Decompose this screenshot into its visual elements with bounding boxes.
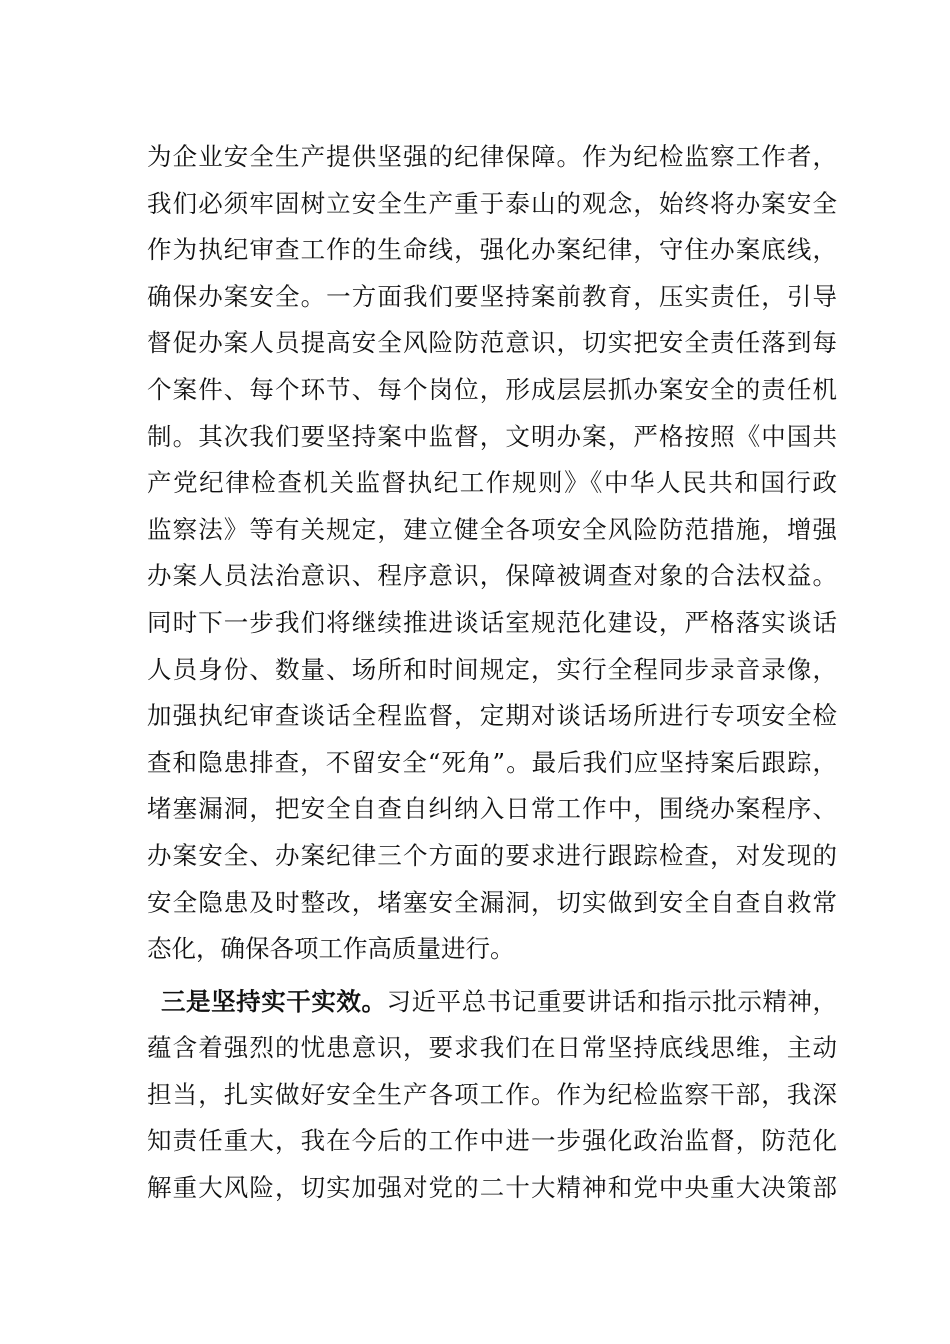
paragraph-text: 习近平总书记重要讲话和指示批示精神， — [386, 986, 838, 1016]
text-line: 堵塞漏洞，把安全自查自纠纳入日常工作中，围绕办案程序、 — [147, 794, 837, 824]
text-line: 作为执纪审查工作的生命线，强化办案纪律，守住办案底线， — [147, 235, 837, 265]
text-line: 查和隐患排查，不留安全“死角”。最后我们应坚持案后跟踪， — [147, 747, 837, 777]
text-line: 安全隐患及时整改，堵塞安全漏洞，切实做到安全自查自救常 — [147, 887, 837, 917]
text-line: 确保办案安全。一方面我们要坚持案前教育，压实责任，引导 — [147, 281, 837, 311]
paragraph-2 — [147, 979, 837, 1212]
text-line: 办案人员法治意识、程序意识，保障被调查对象的合法权益。 — [147, 561, 837, 591]
text-line: 个案件、每个环节、每个岗位，形成层层抓办案安全的责任机 — [147, 374, 837, 404]
text-line: 态化，确保各项工作高质量进行。 — [147, 934, 515, 964]
text-line: 担当，扎实做好安全生产各项工作。作为纪检监察干部，我深 — [147, 1079, 837, 1109]
text-line: 蕴含着强烈的忧患意识，要求我们在日常坚持底线思维，主动 — [147, 1033, 837, 1063]
text-line: 知责任重大，我在今后的工作中进一步强化政治监督，防范化 — [147, 1126, 837, 1156]
text-line-first — [147, 979, 837, 1026]
text-line: 解重大风险，切实加强对党的二十大精神和党中央重大决策部 — [147, 1173, 837, 1203]
paragraph-1 — [147, 134, 837, 973]
text-line: 为企业安全生产提供坚强的纪律保障。作为纪检监察工作者， — [147, 142, 837, 171]
text-line: 产党纪律检查机关监督执纪工作规则》《中华人民共和国行政 — [147, 468, 837, 498]
text-line: 办案安全、办案纪律三个方面的要求进行跟踪检查，对发现的 — [147, 840, 837, 870]
text-line: 制。其次我们要坚持案中监督，文明办案，严格按照《中国共 — [147, 421, 837, 451]
text-line: 人员身份、数量、场所和时间规定，实行全程同步录音录像， — [147, 654, 837, 684]
text-line: 加强执纪审查谈话全程监督，定期对谈话场所进行专项安全检 — [147, 701, 837, 731]
paragraph-heading: 三是坚持实干实效。 — [161, 986, 387, 1016]
text-line: 我们必须牢固树立安全生产重于泰山的观念，始终将办案安全 — [147, 188, 837, 218]
document-body — [147, 134, 837, 1212]
text-line: 同时下一步我们将继续推进谈话室规范化建设，严格落实谈话 — [147, 607, 837, 637]
text-line: 督促办案人员提高安全风险防范意识，切实把安全责任落到每 — [147, 328, 837, 358]
text-line: 监察法》等有关规定，建立健全各项安全风险防范措施，增强 — [147, 514, 837, 544]
